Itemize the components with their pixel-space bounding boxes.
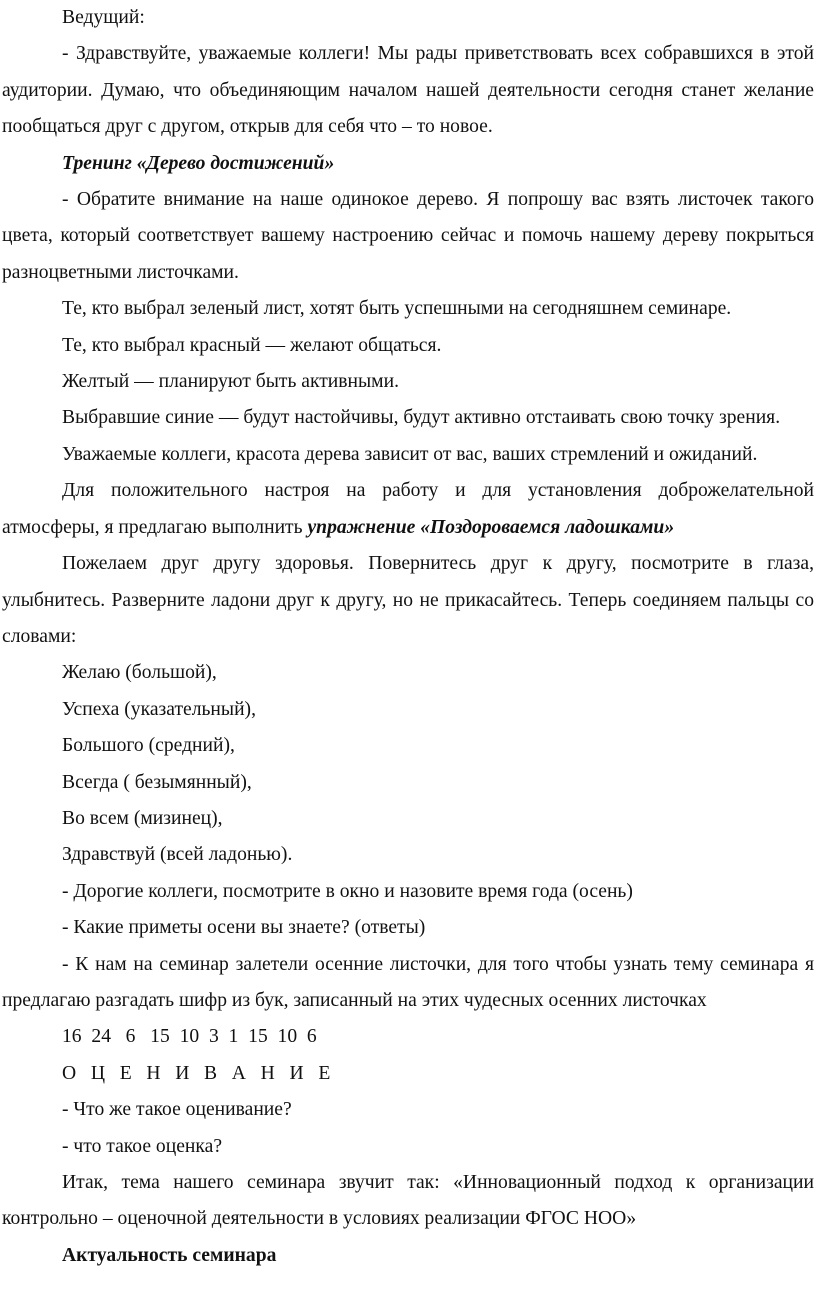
exercise-intro-text: Для положительного настроя на работу и для установления доброжелательной атмосферы, я предлагаю выполнить (2, 480, 814, 538)
seminar-topic-paragraph: Итак, тема нашего семинара звучит так: «Инновационный подход к организации контрольно – оценочной деятельности в условиях реализации ФГОС НОО» (2, 1172, 814, 1230)
speaker-label: Ведущий: (62, 7, 145, 28)
finger-line-middle: Большого (средний), (62, 735, 235, 757)
tree-beauty-line: Уважаемые коллеги, красота дерева зависит от вас, ваших стремлений и ожиданий. (62, 443, 758, 465)
cipher-letters: О Ц Е Н И В А Н И Е (62, 1062, 331, 1084)
red-leaf-line: Те, кто выбрал красный — желают общаться. (62, 334, 442, 356)
exercise-title: упражнение «Поздороваемся ладошками» (307, 516, 675, 538)
blue-leaf-line: Выбравшие синие — будут настойчивы, будут активно отстаивать свою точку зрения. (62, 407, 781, 429)
season-question: - Дорогие коллеги, посмотрите в окно и назовите время года (осень) (62, 880, 633, 902)
relevance-heading: Актуальность семинара (62, 1244, 277, 1266)
greeting-paragraph: - Здравствуйте, уважаемые коллеги! Мы рады приветствовать всех собравшихся в этой аудитории. Думаю, что объединяющим началом нашей деятельности сегодня станет желание пообщаться друг с другом, открыв для себя что – то новое. (2, 43, 814, 138)
yellow-leaf-line: Желтый — планируют быть активными. (62, 371, 399, 393)
cipher-numbers: 16 24 6 15 10 3 1 15 10 6 (62, 1026, 317, 1048)
finger-line-thumb: Желаю (большой), (62, 662, 217, 684)
cipher-intro-paragraph: - К нам на семинар залетели осенние листочки, для того чтобы узнать тему семинара я предлагаю разгадать шифр из бук, записанный на этих чудесных осенних листочках (2, 953, 814, 1011)
finger-line-pinky: Во всем (мизинец), (62, 807, 223, 829)
wish-paragraph: Пожелаем друг другу здоровья. Повернитесь друг к другу, посмотрите в глаза, улыбнитесь. Разверните ладони друг к другу, но не прикасайтесь. Теперь соединяем пальцы со словами: (2, 553, 814, 647)
finger-line-index: Успеха (указательный), (62, 698, 256, 720)
finger-line-ring: Всегда ( безымянный), (62, 771, 252, 793)
grade-question: - что такое оценка? (62, 1135, 223, 1157)
tree-paragraph: - Обратите внимание на наше одинокое дерево. Я попрошу вас взять листочек такого цвета, который соответствует вашему настроению сейчас и помочь нашему дереву покрыться разноцветными листочками. (2, 189, 814, 283)
autumn-signs-question: - Какие приметы осени вы знаете? (ответы) (62, 917, 426, 939)
finger-line-palm: Здравствуй (всей ладонью). (62, 844, 293, 866)
evaluation-question: - Что же такое оценивание? (62, 1099, 292, 1121)
exercise-intro-paragraph (2, 473, 814, 546)
green-leaf-line: Те, кто выбрал зеленый лист, хотят быть успешными на сегодняшнем семинаре. (62, 298, 732, 320)
training-heading: Тренинг «Дерево достижений» (62, 152, 335, 174)
